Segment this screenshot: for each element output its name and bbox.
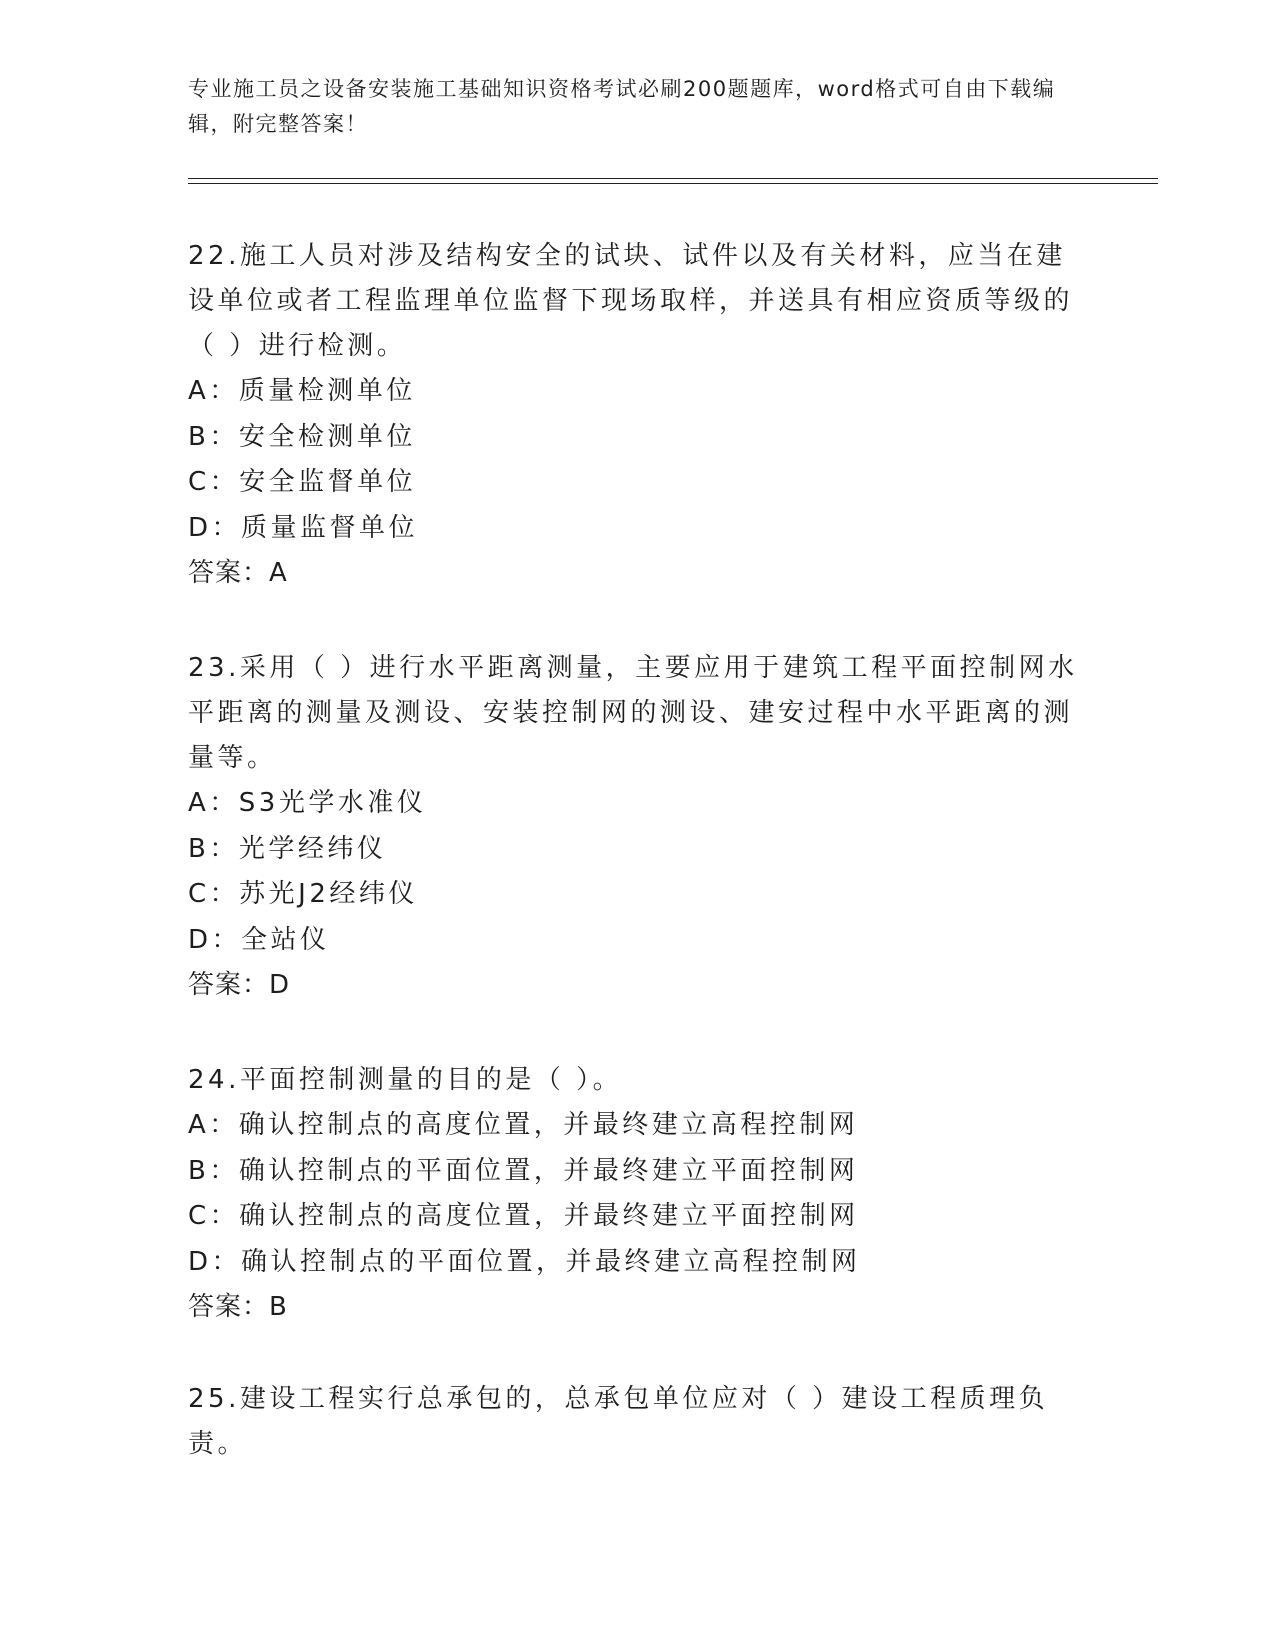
option-c: C：苏光J2经纬仪 [188,879,418,909]
option-d: D：全站仪 [188,924,330,955]
answer-text: 答案：A [188,558,288,588]
answer-text: 答案：B [188,1292,288,1322]
option-b: B：光学经纬仪 [188,833,387,864]
option-list [188,1103,1088,1285]
header-divider-bottom [188,183,1158,184]
option-a: A：S3光学水准仪 [188,788,427,818]
option-c: C：确认控制点的高度位置，并最终建立平面控制网 [188,1201,859,1231]
option-a: A：确认控制点的高度位置，并最终建立高程控制网 [188,1110,859,1140]
question-text: 25.建设工程实行总承包的，总承包单位应对（ ）建设工程质理负责。 [188,1384,1049,1459]
option-list [188,781,1088,963]
option-list [188,369,1088,551]
option-c: C：安全监督单位 [188,467,417,497]
document-header: 专业施工员之设备安装施工基础知识资格考试必刷200题题库，word格式可自由下载编辑，附完整答案！ [188,77,1056,136]
option-b: B：安全检测单位 [188,421,416,452]
option-b: B：确认控制点的平面位置，并最终建立平面控制网 [188,1155,859,1186]
option-a: A：质量检测单位 [188,376,416,406]
option-d: D：确认控制点的平面位置，并最终建立高程控制网 [188,1246,861,1277]
question-22 [188,234,1088,596]
question-23 [188,646,1088,1008]
answer-text: 答案：D [188,970,291,1000]
question-text: 24.平面控制测量的目的是（ ）。 [188,1065,623,1095]
question-25 [188,1377,1088,1467]
question-text: 23.采用（ ）进行水平距离测量，主要应用于建筑工程平面控制网水平距离的测量及测设、安装控制网的测设、建安过程中水平距离的测量等。 [188,653,1078,773]
option-d: D：质量监督单位 [188,512,419,543]
question-24 [188,1058,1088,1330]
header-divider-top [188,178,1158,179]
question-text: 22.施工人员对涉及结构安全的试块、试件以及有关材料，应当在建设单位或者工程监理单位监督下现场取样，并送具有相应资质等级的（ ）进行检测。 [188,241,1074,361]
